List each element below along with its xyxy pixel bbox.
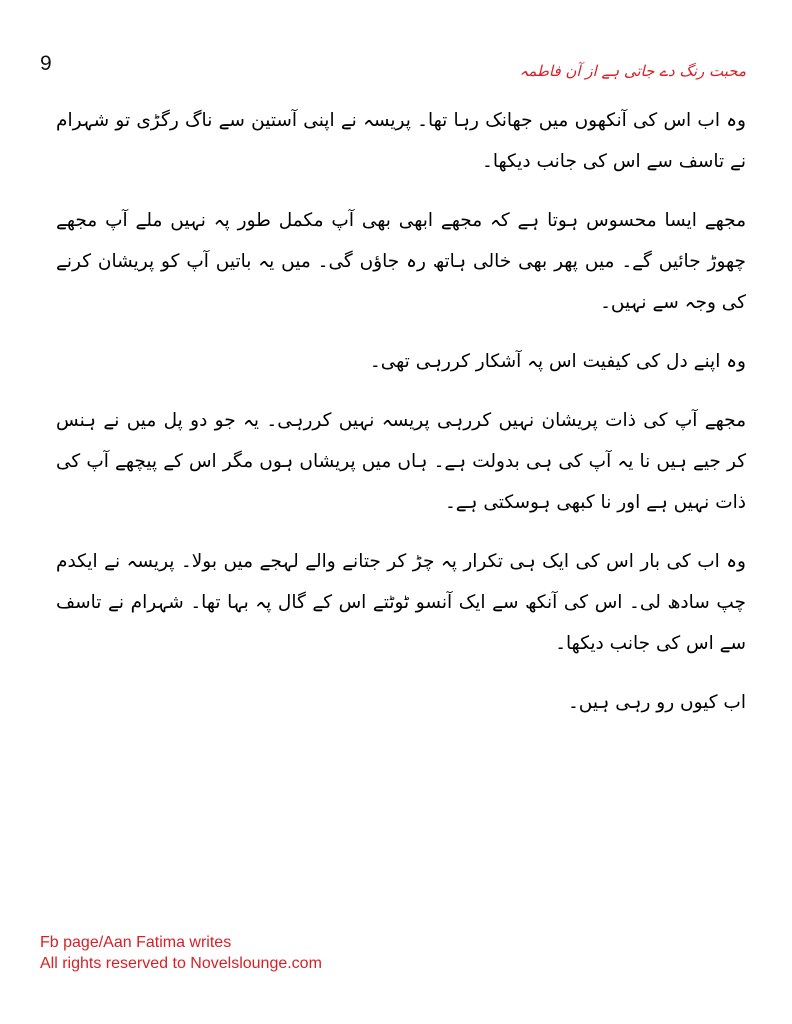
paragraph: وہ اپنے دل کی کیفیت اس پہ آشکار کررہی تھی۔	[369, 351, 746, 372]
page-number: 9	[40, 52, 52, 75]
paragraph: مجھے آپ کی ذات پریشان نہیں کررہی پریسہ نہیں کررہی۔ یہ جو دو پل میں نے ہنس کر جیے ہیں نا یہ آپ کی ہی بدولت ہے۔ ہاں میں پریشاں ہوں مگر اس کے پیچھے آپ کی ذات نہیں ہے اور نا کبھی ہوسکتی ہے۔	[56, 410, 746, 513]
paragraph: مجھے ایسا محسوس ہوتا ہے کہ مجھے ابھی بھی آپ مکمل طور پہ نہیں ملے آپ مجھے چھوڑ جائیں گے۔ میں پھر بھی خالی ہاتھ رہ جاؤں گی۔ میں یہ باتیں آپ کو پریشان کرنے کی وجہ سے نہیں۔	[56, 210, 746, 313]
paragraph: اب کیوں رو رہی ہیں۔	[567, 692, 746, 713]
running-header-title: محبت رنگ دے جاتی ہے از آن فاطمہ	[519, 62, 746, 80]
story-body	[56, 100, 746, 741]
footer-fb-page: Fb page/Aan Fatima writes	[40, 934, 232, 951]
paragraph: وہ اب کی بار اس کی ایک ہی تکرار پہ چڑ کر جتانے والے لہجے میں بولا۔ پریسہ نے ایکدم چپ سادھ لی۔ اس کی آنکھ سے ایک آنسو ٹوٹتے اس کے گال پہ بہا تھا۔ شہرام نے تاسف سے اس کی جانب دیکھا۔	[56, 551, 746, 654]
footer-rights: All rights reserved to Novelslounge.com	[40, 955, 322, 972]
paragraph: وہ اب اس کی آنکھوں میں جھانک رہا تھا۔ پریسہ نے اپنی آستین سے ناگ رگڑی تو شہرام نے تاسف سے اس کی جانب دیکھا۔	[56, 110, 746, 172]
footer-credits	[40, 932, 322, 974]
